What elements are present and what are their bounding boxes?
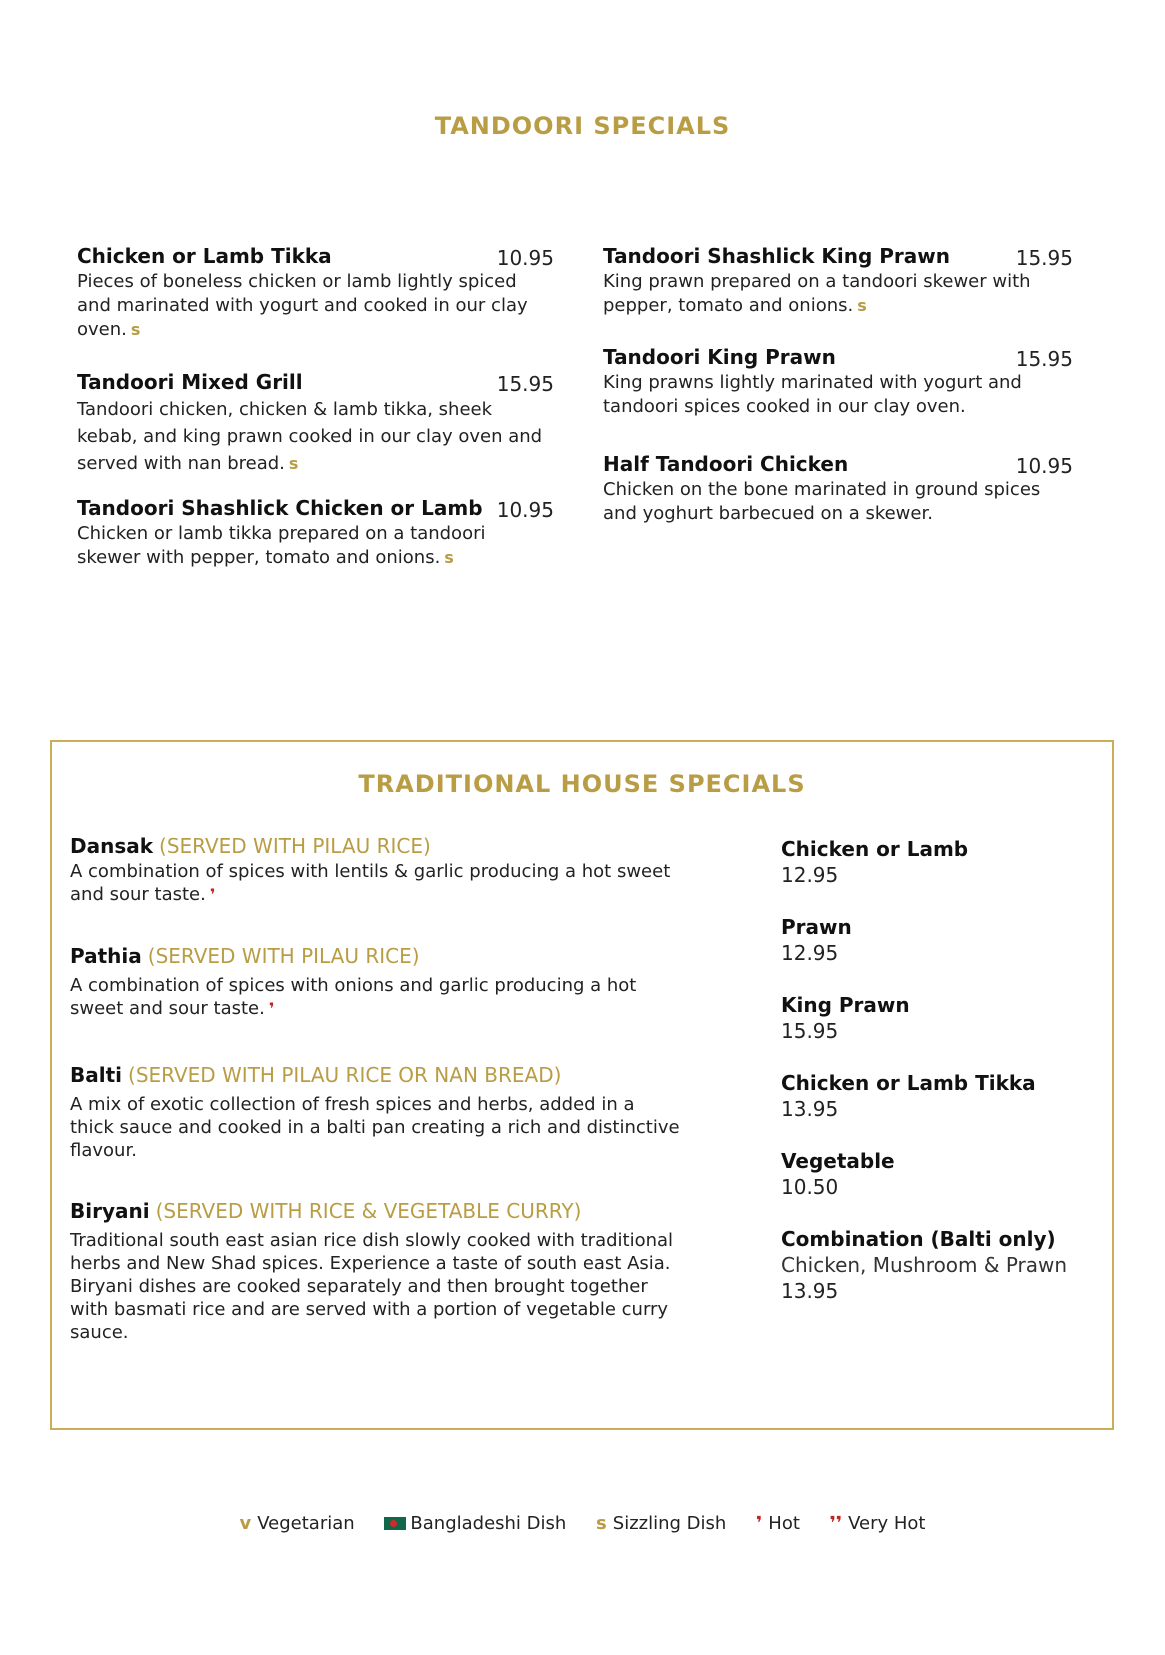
price-name: Combination (Balti only) <box>781 1227 1056 1251</box>
sizzling-icon: s <box>596 1512 607 1534</box>
item-description: Tandoori chicken, chicken & lamb tikka, sheek kebab, and king prawn cooked in our clay oven and served with nan bread. s <box>77 399 543 474</box>
house-item-dansak <box>70 834 680 906</box>
item-name: Tandoori Shashlick King Prawn <box>603 244 950 268</box>
item-note: (SERVED WITH PILAU RICE) <box>159 834 431 858</box>
item-price: 15.95 <box>1015 347 1073 371</box>
vegetarian-icon: v <box>239 1512 252 1534</box>
item-description: King prawns lightly marinated with yogurt and tandoori spices cooked in our clay oven. <box>603 372 1022 417</box>
hot-chili-icon: ❜ <box>756 1512 763 1534</box>
item-note: (SERVED WITH PILAU RICE) <box>147 944 420 968</box>
item-description: Pieces of boneless chicken or lamb lightly spiced and marinated with yogurt and cooked in our clay oven. s <box>77 271 528 340</box>
sizzling-icon: s <box>288 454 299 473</box>
price-value: 13.95 <box>781 1097 839 1121</box>
item-name: Balti <box>70 1063 123 1087</box>
sizzling-icon: s <box>130 320 141 339</box>
house-price-list <box>781 836 1111 1330</box>
very-hot-chili-icon: ❜❜ <box>829 1512 843 1534</box>
house-item-pathia <box>70 944 680 1020</box>
legend-very-hot: ❜❜ Very Hot <box>829 1512 926 1534</box>
item-description: A mix of exotic collection of fresh spices and herbs, added in a thick sauce and cooked in a balti pan creating a rich and distinctive flavour. <box>70 1094 680 1161</box>
item-description: A combination of spices with lentils & garlic producing a hot sweet and sour taste. ❜ <box>70 861 671 905</box>
price-entry-combination <box>781 1226 1111 1304</box>
house-specials-title: TRADITIONAL HOUSE SPECIALS <box>358 770 806 798</box>
menu-item-shashlick-king-prawn <box>603 244 1073 318</box>
dietary-legend <box>0 1512 1165 1534</box>
menu-item-tandoori-mixed-grill <box>77 370 554 477</box>
item-name: Tandoori Mixed Grill <box>77 370 303 394</box>
item-price: 10.95 <box>496 246 554 270</box>
menu-item-tandoori-king-prawn <box>603 345 1073 419</box>
item-name: Dansak <box>70 834 154 858</box>
price-value: 12.95 <box>781 863 839 887</box>
item-price: 10.95 <box>496 498 554 522</box>
legend-bangladeshi: Bangladeshi Dish <box>384 1513 566 1534</box>
item-name: Chicken or Lamb Tikka <box>77 244 332 268</box>
price-name: Chicken or Lamb <box>781 837 969 861</box>
price-value: 12.95 <box>781 941 839 965</box>
price-entry-vegetable <box>781 1148 1111 1200</box>
item-name: Tandoori Shashlick Chicken or Lamb <box>77 496 483 520</box>
item-description: Chicken or lamb tikka prepared on a tandoori skewer with pepper, tomato and onions. s <box>77 523 486 568</box>
menu-item-shashlick-chicken-lamb <box>77 496 554 570</box>
item-note: (SERVED WITH PILAU RICE OR NAN BREAD) <box>128 1063 562 1087</box>
price-subtitle: Chicken, Mushroom & Prawn <box>781 1253 1068 1277</box>
item-description: Traditional south east asian rice dish slowly cooked with traditional herbs and New Shad spices. Experience a taste of south east Asia. Biryani dishes are cooked separately and then brought together with basmati rice and are served with a portion of vegetable curry sauce. <box>70 1230 674 1343</box>
legend-vegetarian: v Vegetarian <box>239 1512 355 1534</box>
price-name: Vegetable <box>781 1149 895 1173</box>
item-price: 15.95 <box>496 372 554 396</box>
menu-item-half-tandoori-chicken <box>603 452 1073 526</box>
price-entry-tikka <box>781 1070 1111 1122</box>
price-entry-prawn <box>781 914 1111 966</box>
item-note: (SERVED WITH RICE & VEGETABLE CURRY) <box>155 1199 582 1223</box>
house-item-biryani <box>70 1199 680 1344</box>
price-entry-chicken-lamb <box>781 836 1111 888</box>
legend-hot: ❜ Hot <box>756 1512 800 1534</box>
tandoori-title: TANDOORI SPECIALS <box>434 112 731 140</box>
hot-chili-icon: ❜ <box>209 885 216 904</box>
price-value: 15.95 <box>781 1019 839 1043</box>
item-description: Chicken on the bone marinated in ground spices and yoghurt barbecued on a skewer. <box>603 479 1041 524</box>
price-name: Prawn <box>781 915 852 939</box>
hot-chili-icon: ❜ <box>268 999 275 1018</box>
sizzling-icon: s <box>444 548 454 567</box>
menu-item-chicken-lamb-tikka <box>77 244 554 342</box>
bangladesh-flag-icon <box>384 1517 406 1530</box>
item-description: A combination of spices with onions and garlic producing a hot sweet and sour taste. ❜ <box>70 975 637 1019</box>
legend-sizzling: s Sizzling Dish <box>596 1512 727 1534</box>
item-price: 10.95 <box>1015 454 1073 478</box>
price-entry-king-prawn <box>781 992 1111 1044</box>
item-name: Pathia <box>70 944 142 968</box>
sizzling-icon: s <box>857 296 867 315</box>
item-name: Half Tandoori Chicken <box>603 452 849 476</box>
item-description: King prawn prepared on a tandoori skewer with pepper, tomato and onions. s <box>603 271 1031 316</box>
price-name: King Prawn <box>781 993 910 1017</box>
price-name: Chicken or Lamb Tikka <box>781 1071 1036 1095</box>
item-name: Biryani <box>70 1199 150 1223</box>
item-price: 15.95 <box>1015 246 1073 270</box>
price-value: 10.50 <box>781 1175 839 1199</box>
house-item-balti <box>70 1063 680 1162</box>
price-value: 13.95 <box>781 1279 839 1303</box>
item-name: Tandoori King Prawn <box>603 345 836 369</box>
